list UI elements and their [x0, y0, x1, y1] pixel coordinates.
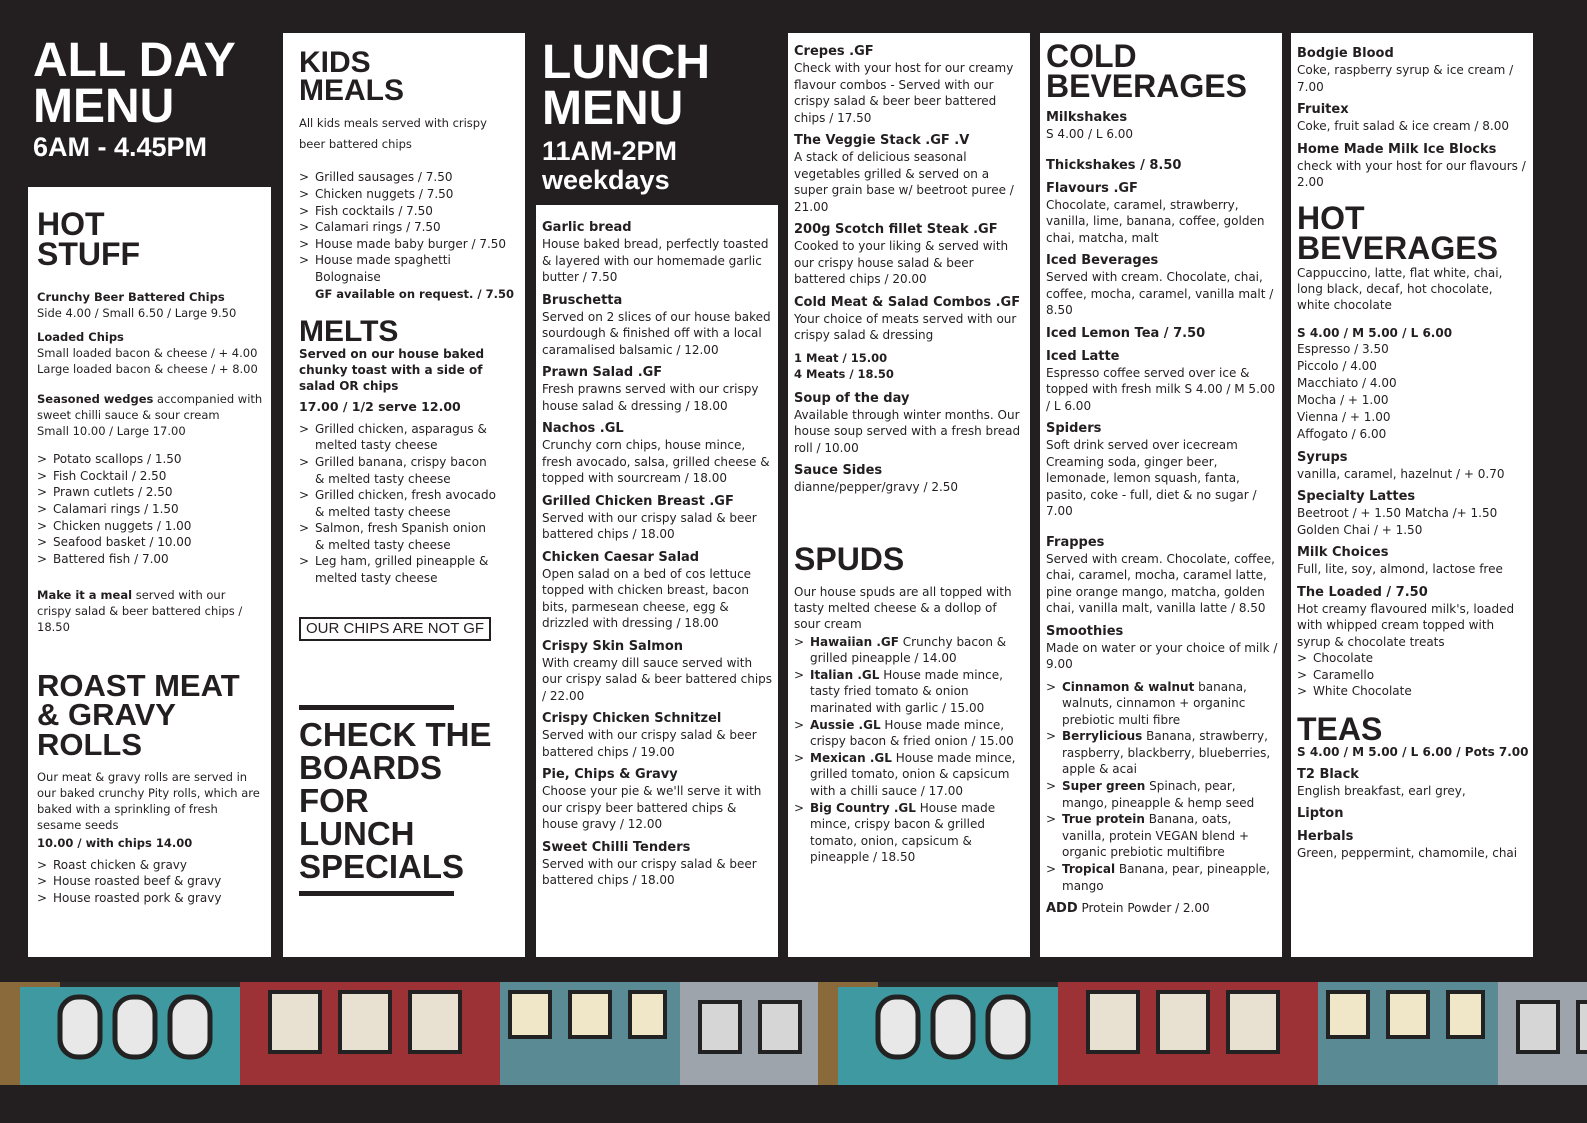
list-item: > House made spaghetti Bolognaise: [299, 252, 519, 285]
add-protein: ADD Protein Powder / 2.00: [1046, 901, 1210, 917]
menu-item: Milk Choices Full, lite, soy, almond, lactose free: [1297, 545, 1503, 576]
hot-list: [1297, 341, 1529, 443]
list-item: > Super green Spinach, pear, mango, pineapple & hemp seed: [1046, 778, 1278, 811]
list-item: > Seafood basket / 10.00: [37, 534, 263, 551]
menu-item: 200g Scotch fillet Steak .GF Cooked to your liking & served with our crispy house salad & beer battered chips / 20.00: [794, 222, 1009, 286]
menu-item: T2 Black English breakfast, earl grey,: [1297, 766, 1466, 798]
menu-item: The Veggie Stack .GF .V A stack of delicious seasonal vegetables grilled & served on a super grain base w/ beetroot puree / 21.00: [794, 133, 1014, 214]
list-item: > Calamari rings / 1.50: [37, 501, 263, 518]
list-item: Mocha / + 1.00: [1297, 392, 1389, 407]
list-item: Affogato / 6.00: [1297, 426, 1387, 441]
list-item: > Potato scallops / 1.50: [37, 451, 263, 468]
melts-title: MELTS: [299, 314, 399, 348]
menu-item: Sweet Chilli Tenders Served with our crispy salad & beer battered chips / 18.00: [542, 839, 757, 887]
spuds-list: [794, 634, 1026, 866]
roast-title: ROAST MEAT & GRAVY ROLLS: [37, 668, 240, 762]
list-item: > Salmon, fresh Spanish onion & melted tasty cheese: [299, 520, 499, 553]
list-item: > White Chocolate: [1297, 683, 1529, 700]
list-item: > Grilled sausages / 7.50: [299, 169, 519, 186]
lunch-title-line1: LUNCH: [542, 36, 710, 89]
list-item: > Battered fish / 7.00: [37, 551, 263, 568]
menu-item: Crispy Chicken Schnitzel Served with our crispy salad & beer battered chips / 19.00: [542, 711, 757, 759]
menu-item: Bodgie Blood Coke, raspberry syrup & ice cream / 7.00: [1297, 46, 1514, 94]
list-item: > Prawn cutlets / 2.50: [37, 484, 263, 501]
teas-title: TEAS: [1297, 710, 1383, 747]
lunch-hours: 11AM-2PM: [542, 136, 678, 166]
list-item: > Italian .GL House made mince, tasty fried tomato & onion marinated with garlic / 15.00: [794, 667, 1026, 717]
menu-item: Crispy Skin Salmon With creamy dill sauce served with our crispy salad & beer battered chips / 22.00: [542, 638, 773, 703]
loaded-chips-name: Loaded Chips: [37, 330, 124, 345]
menu-item: Grilled Chicken Breast .GF Served with our crispy salad & beer battered chips / 18.00: [542, 493, 757, 541]
building-illustration-banner: [0, 982, 1587, 1085]
chips-not-gf-box: OUR CHIPS ARE NOT GF: [299, 617, 491, 641]
list-item: > Grilled chicken, fresh avocado & melted tasty cheese: [299, 487, 499, 520]
menu-item: Frappes Served with cream. Chocolate, coffee, chai, caramel, mocha, caramel latte, pine orange mango, matcha, golden chai, vanilla malt, vanilla latte / 8.50: [1046, 534, 1275, 615]
all-day-title-line1: ALL DAY: [33, 34, 236, 87]
list-item: > Calamari rings / 7.50: [299, 219, 519, 236]
list-item: > Chicken nuggets / 7.50: [299, 186, 519, 203]
menu-item: Syrups vanilla, caramel, hazelnut / + 0.70: [1297, 449, 1505, 481]
melts-desc: Served on our house baked chunky toast with a side of salad OR chips: [299, 346, 485, 393]
menu-item: Lipton: [1297, 806, 1344, 822]
kids-list: [299, 169, 519, 285]
menu-item: Crepes .GF Check with your host for our creamy flavour combos - Served with our crispy salad & beer beer battered chips / 17.50: [794, 44, 1014, 125]
list-item: Macchiato / 4.00: [1297, 375, 1397, 390]
cold-beverages-panel: [1040, 33, 1282, 957]
roast-list: [37, 857, 263, 907]
menu-item: Thickshakes / 8.50: [1046, 157, 1182, 173]
list-item: > Chocolate: [1297, 650, 1529, 667]
all-day-menu-header: [33, 34, 236, 164]
kids-desc: All kids meals served with crispy beer battered chips: [299, 116, 487, 152]
hot-stuff-extras: [37, 451, 263, 567]
menu-item: Fruitex Coke, fruit salad & ice cream / 8.00: [1297, 102, 1509, 133]
make-it-a-meal: Make it a meal served with our crispy salad & beer battered chips / 18.50: [37, 588, 243, 635]
hot-beverages-desc: Cappuccino, latte, flat white, chai, long black, decaf, hot chocolate, white chocolate: [1297, 265, 1503, 312]
menu-item: Bruschetta Served on 2 slices of our house baked sourdough & finished off with a local caramalised balsamic / 12.00: [542, 292, 771, 357]
spuds-title: SPUDS: [794, 540, 905, 577]
list-item: > Caramello: [1297, 667, 1529, 684]
menu-item: Pie, Chips & Gravy Choose your pie & we'll serve it with our crispy beer battered chips & house gravy / 12.00: [542, 767, 762, 831]
list-item: > Leg ham, grilled pineapple & melted tasty cheese: [299, 553, 499, 586]
hot-stuff-panel: [28, 187, 271, 957]
list-item: > Hawaiian .GF Crunchy bacon & grilled pineapple / 14.00: [794, 634, 1026, 667]
menu-item: Prawn Salad .GF Fresh prawns served with our crispy house salad & dressing / 18.00: [542, 365, 759, 413]
cold-beverages-title: COLD BEVERAGES: [1046, 38, 1247, 104]
menu-item: Spiders Soft drink served over icecream Creaming soda, ginger beer, lemonade, lemon squash, fanta, pasito, coke - full, diet & no sugar / 7.00: [1046, 421, 1257, 518]
list-item: > True protein Banana, oats, vanilla, protein VEGAN blend + organic prebiotic multifibre: [1046, 811, 1278, 861]
specials-bottom-rule: [299, 891, 454, 896]
list-item: > Big Country .GL House made mince, crispy bacon & grilled tomato, onion, capsicum & pineapple / 18.50: [794, 800, 1026, 866]
list-item: > Fish Cocktail / 2.50: [37, 468, 263, 485]
menu-item: Home Made Milk Ice Blocks check with your host for our flavours / 2.00: [1297, 141, 1526, 189]
menu-item: Specialty Lattes Beetroot / + 1.50 Matcha /+ 1.50 Golden Chai / + 1.50: [1297, 489, 1498, 537]
roast-desc: Our meat & gravy rolls are served in our baked crunchy Pity rolls, which are baked with a sprinkling of fresh sesame seeds: [37, 769, 260, 832]
roast-price: 10.00 / with chips 14.00: [37, 835, 193, 850]
all-day-title-line2: MENU: [33, 80, 175, 133]
one-meat-price: 1 Meat / 15.00: [794, 350, 888, 365]
hot-sizes: S 4.00 / M 5.00 / L 6.00: [1297, 325, 1453, 340]
list-item: > House roasted beef & gravy: [37, 873, 263, 890]
lunch-title-line2: MENU: [542, 82, 684, 135]
menu-item: Chicken Caesar Salad Open salad on a bed of cos lettuce topped with chicken breast, bacon bits, parmesean cheese, egg & drizzled with dressing / 18.00: [542, 549, 752, 630]
list-item: Vienna / + 1.00: [1297, 409, 1391, 424]
hot-beverages-panel: [1291, 33, 1533, 957]
list-item: > House roasted pork & gravy: [37, 890, 263, 907]
melts-price: 17.00 / 1/2 serve 12.00: [299, 398, 461, 414]
lunch-days: weekdays: [542, 165, 670, 195]
all-day-hours: 6AM - 4.45PM: [33, 132, 208, 162]
list-item: > Chicken nuggets / 1.00: [37, 518, 263, 535]
kids-gf-note: GF available on request. / 7.50: [315, 286, 515, 301]
list-item: > Mexican .GL House made mince, grilled tomato, onion & capsicum with a chilli sauce / 17.00: [794, 750, 1026, 800]
loaded-small: Small loaded bacon & cheese / + 4.00: [37, 346, 258, 361]
menu-item: Garlic bread House baked bread, perfectly toasted & layered with our homemade garlic butter / 7.50: [542, 220, 769, 284]
melts-list: [299, 421, 519, 587]
menu-item: Flavours .GF Chocolate, caramel, strawberry, vanilla, lime, banana, coffee, golden chai, matcha, malt: [1046, 180, 1265, 245]
list-item: Piccolo / 4.00: [1297, 358, 1377, 373]
menu-item: Iced Lemon Tea / 7.50: [1046, 325, 1206, 341]
list-item: > House made baby burger / 7.50: [299, 236, 519, 253]
list-item: > Tropical Banana, pear, pineapple, mango: [1046, 861, 1278, 894]
kids-panel: [283, 33, 525, 957]
lunch-panel: [536, 205, 778, 957]
list-item: > Grilled chicken, asparagus & melted tasty cheese: [299, 421, 499, 454]
loaded-list: [1297, 650, 1529, 700]
list-item: > Berrylicious Banana, strawberry, raspberry, blackberry, blueberries, apple & acai: [1046, 728, 1278, 778]
kids-title: KIDS MEALS: [299, 46, 404, 108]
list-item: > Grilled banana, crispy bacon & melted tasty cheese: [299, 454, 499, 487]
smoothies-list: [1046, 679, 1278, 895]
list-item: > Roast chicken & gravy: [37, 857, 263, 874]
menu-item: Iced Beverages Served with cream. Chocolate, chai, coffee, mocha, caramel, vanilla malt / 8.50: [1046, 253, 1274, 317]
wedges: Seasoned wedges accompanied with sweet chilli sauce & sour cream: [37, 392, 263, 423]
menu-item: Milkshakes S 4.00 / L 6.00: [1046, 110, 1134, 141]
menu-item: Iced Latte Espresso coffee served over ice & topped with fresh milk S 4.00 / M 5.00 / L 6.00: [1046, 348, 1276, 413]
menu-item: Herbals Green, peppermint, chamomile, chai: [1297, 829, 1518, 861]
buildings-artwork: [0, 982, 1587, 1085]
loaded-large: Large loaded bacon & cheese / + 8.00: [37, 362, 258, 377]
specials-top-rule: [299, 705, 454, 710]
menu-item: Sauce Sides dianne/pepper/gravy / 2.50: [794, 463, 959, 494]
menu-item: The Loaded / 7.50 Hot creamy flavoured milk's, loaded with whipped cream topped with syrup & chocolate treats: [1297, 584, 1515, 649]
four-meats-price: 4 Meats / 18.50: [794, 366, 894, 381]
hot-beverages-title: HOT BEVERAGES: [1297, 199, 1498, 266]
teas-sizes: S 4.00 / M 5.00 / L 6.00 / Pots 7.00: [1297, 744, 1529, 759]
list-item: > Fish cocktails / 7.50: [299, 203, 519, 220]
menu-item: Nachos .GL Crunchy corn chips, house mince, fresh avocado, salsa, grilled cheese & topped with sourcream / 18.00: [542, 421, 770, 485]
list-item: > Cinnamon & walnut banana, walnuts, cinnamon + organinc prebiotic multi fibre: [1046, 679, 1278, 729]
menu-item: Smoothies Made on water or your choice of milk / 9.00: [1046, 623, 1278, 671]
chips-name: Crunchy Beer Battered Chips: [37, 290, 225, 305]
list-item: Espresso / 3.50: [1297, 341, 1389, 356]
spuds-desc: Our house spuds are all topped with tasty melted cheese & a dollop of sour cream: [794, 584, 1012, 631]
wedges-price: Small 10.00 / Large 17.00: [37, 424, 186, 439]
lunch-menu-header: [542, 36, 710, 195]
menu-item: Soup of the day Available through winter months. Our house soup served with a fresh bread roll / 10.00: [794, 390, 1021, 455]
mains-spuds-panel: [788, 33, 1030, 957]
list-item: > Aussie .GL House made mince, crispy bacon & fried onion / 15.00: [794, 717, 1026, 750]
menu-item: Cold Meat & Salad Combos .GF Your choice of meats served with our crispy salad & dressing: [794, 294, 1021, 342]
hot-stuff-title: HOT STUFF: [37, 206, 141, 273]
chips-price: Side 4.00 / Small 6.50 / Large 9.50: [37, 306, 237, 321]
specials-title: CHECK THE BOARDS FOR LUNCH SPECIALS: [299, 715, 492, 885]
